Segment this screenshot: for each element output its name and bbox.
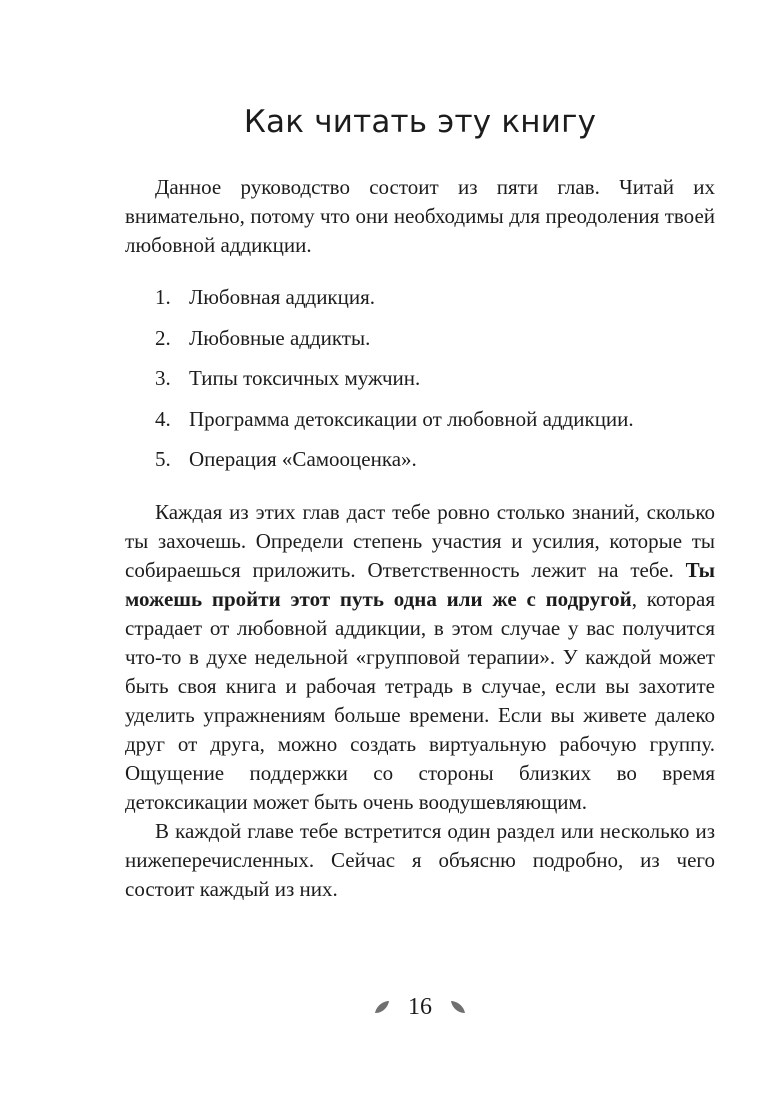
chapter-number: 4.	[155, 406, 171, 431]
page-footer	[125, 987, 715, 1027]
chapter-list	[155, 283, 634, 486]
page-number: 16	[408, 994, 432, 1020]
list-item	[155, 324, 634, 365]
chapter-number: 5.	[155, 447, 171, 471]
right-leaf-ornament-icon	[450, 1000, 466, 1014]
chapter-number: 3.	[155, 366, 171, 390]
list-item	[155, 445, 634, 486]
chapter-label: Любовные аддикты.	[189, 325, 371, 350]
left-leaf-ornament-icon	[374, 1000, 390, 1014]
body-paragraph-1	[125, 498, 715, 817]
body-paragraph-2: В каждой главе тебе встретится один раздел или несколько из нижеперечисленных. Сейчас я объясню подробно, из чего состоит каждый из них.	[125, 819, 715, 901]
chapter-label: Любовная аддикция.	[189, 285, 376, 309]
chapter-number: 1.	[155, 285, 171, 309]
intro-paragraph: Данное руководство состоит из пяти глав. Читай их внимательно, потому что они необходимы для преодоления твоей любовной аддикции.	[125, 175, 715, 257]
body-text	[125, 498, 715, 904]
paragraph-text-end: , которая страдает от любовной аддикции, в этом случае у вас получится что-то в духе недельной «групповой терапии». У каждой может быть своя книга и рабочая тетрадь в случае, если вы захотите уделить упражнениям больше времени. Если вы живете далеко друг от друга, можно создать виртуальную рабочую группу. Ощущение поддержки со стороны близких во время детоксикации может быть очень воодушевляющим.	[125, 587, 715, 814]
list-item	[155, 405, 634, 446]
page-title: Как читать эту книгу	[243, 104, 597, 140]
paragraph-text-start: Каждая из этих глав даст тебе ровно столько знаний, сколько ты захочешь. Определи степень участия и усилия, которые ты собираешься приложить. Ответственность лежит на тебе.	[125, 500, 715, 582]
book-page	[125, 0, 715, 1098]
chapter-label: Программа детоксикации от любовной аддикции.	[189, 406, 634, 431]
list-item	[155, 364, 634, 405]
list-item	[155, 283, 634, 324]
chapter-label: Типы токсичных мужчин.	[189, 366, 421, 390]
emphasis-text: Ты можешь пройти этот путь одна или же с подругой	[125, 558, 715, 611]
chapter-label: Операция «Самооценка».	[189, 447, 417, 471]
chapter-number: 2.	[155, 325, 171, 350]
